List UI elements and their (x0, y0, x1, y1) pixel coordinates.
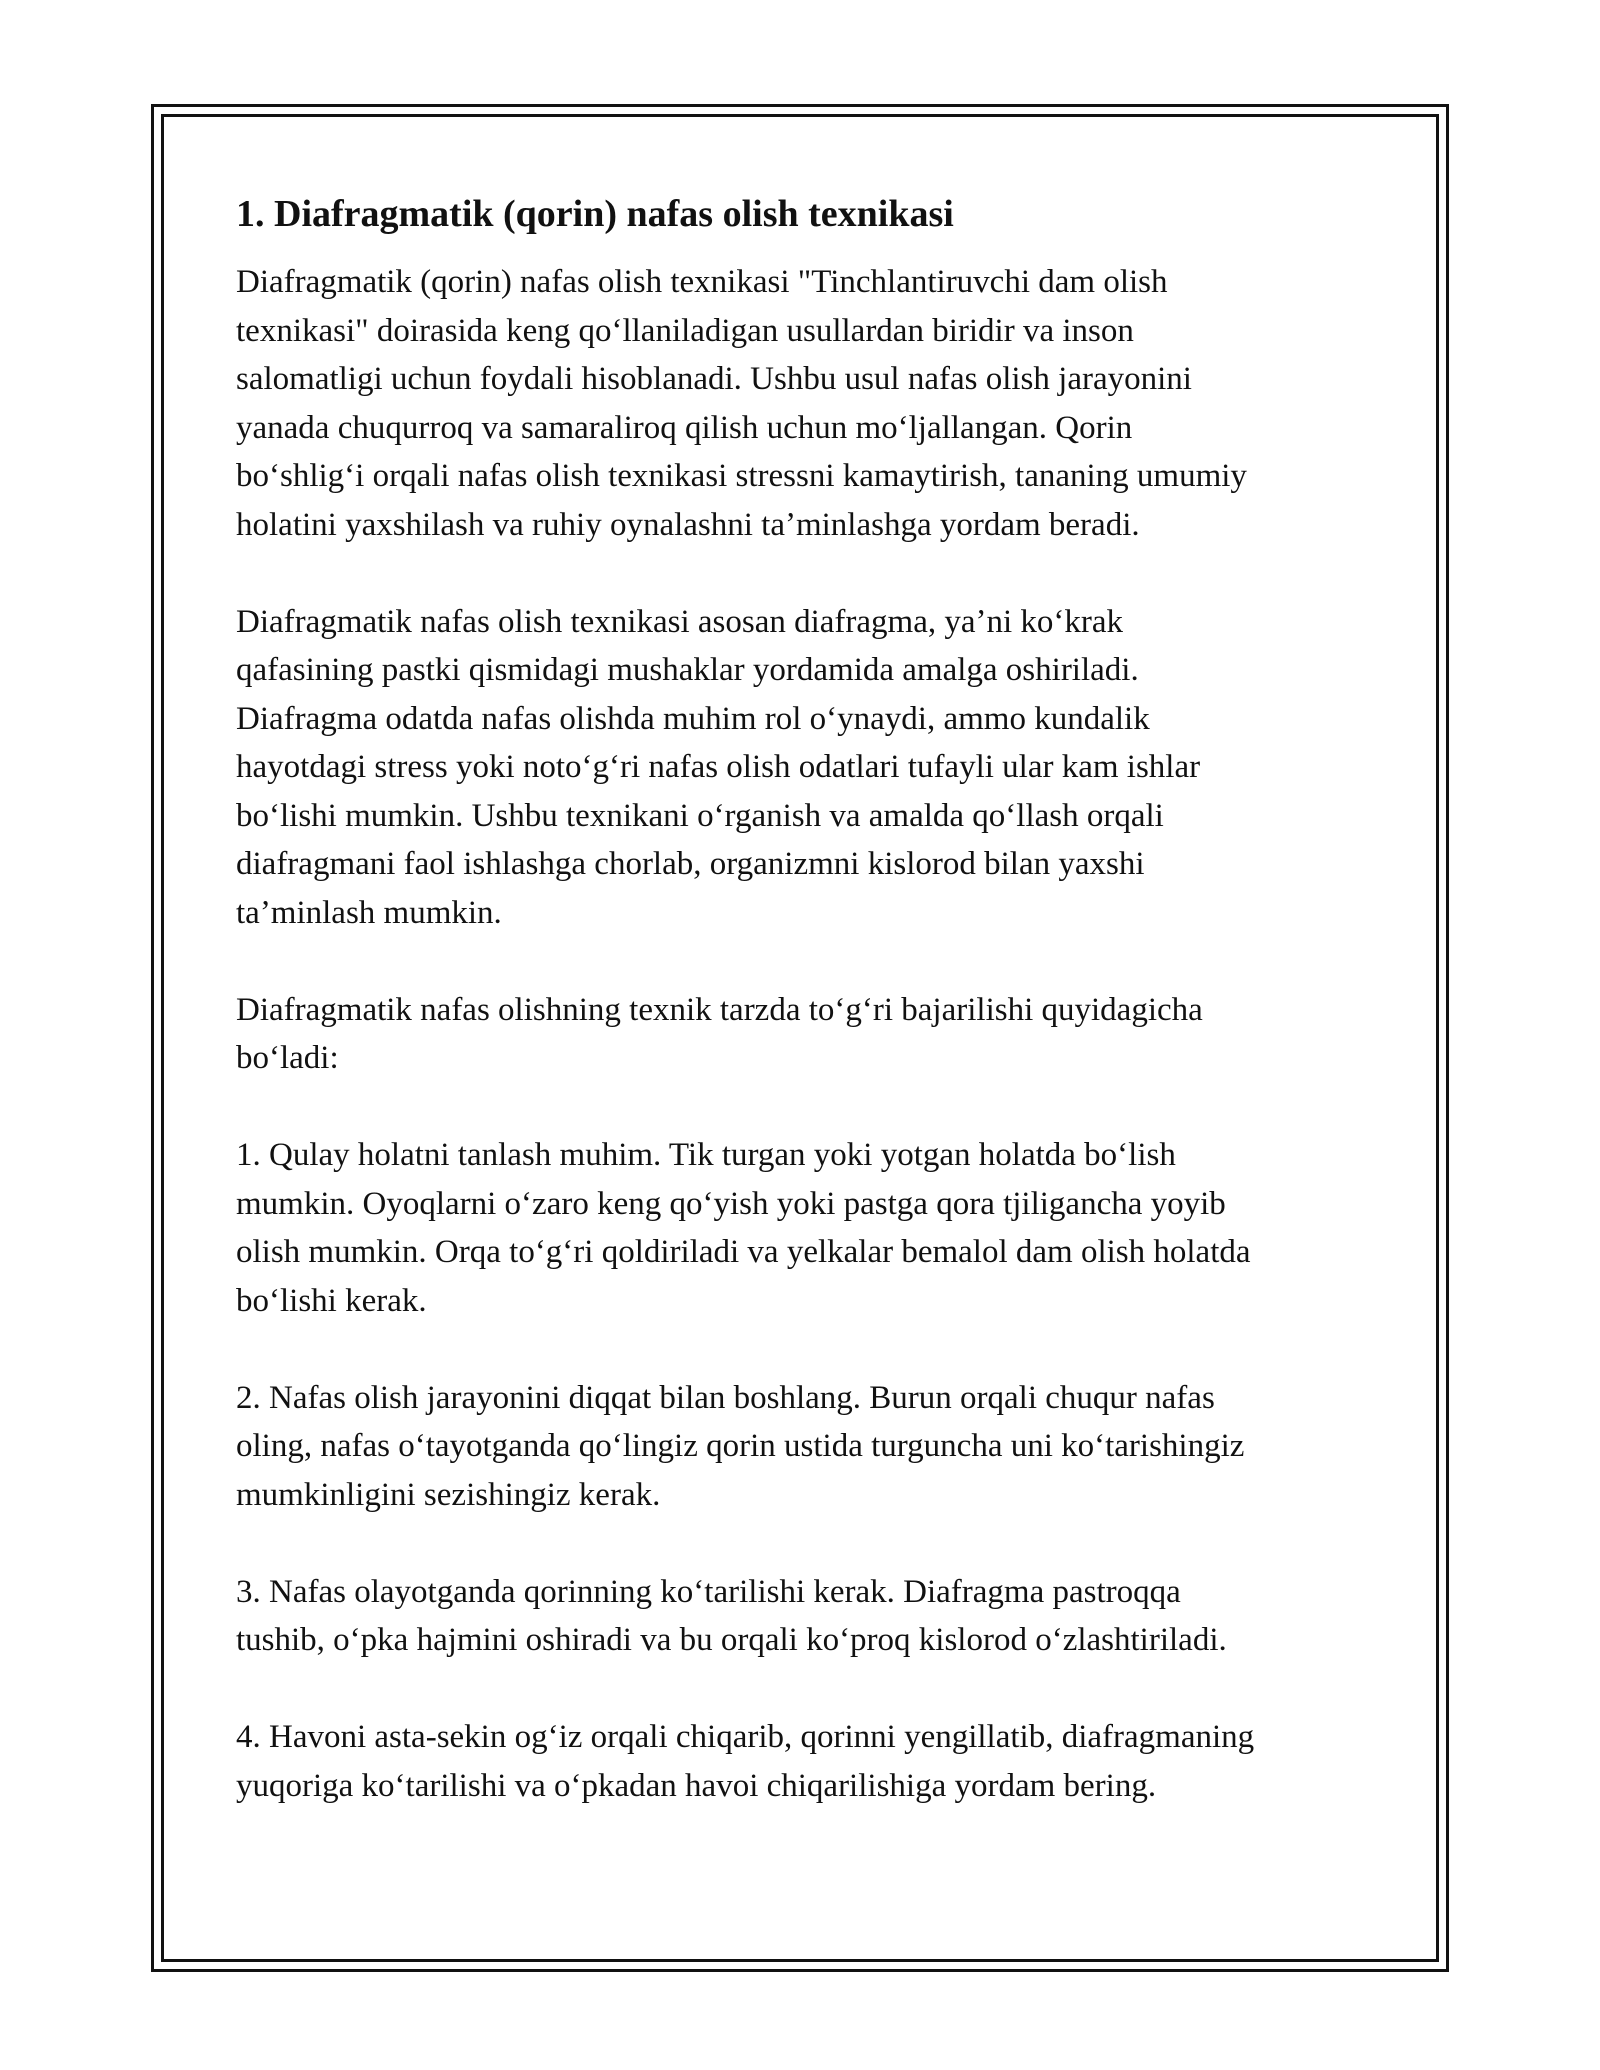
step-4: 4. Havoni asta-sekin ogʻiz orqali chiqarib, qorinni yengillatib, diafragmaning yuqoriga koʻtarilishi va oʻpkadan havoi chiqarilishiga yordam bering. (236, 1719, 1255, 1804)
paragraph-steps-intro: Diafragmatik nafas olishning texnik tarzda toʻgʻri bajarilishi quyidagicha boʻladi: (236, 991, 1203, 1076)
document-body (236, 188, 1376, 1810)
step-2: 2. Nafas olish jarayonini diqqat bilan boshlang. Burun orqali chuqur nafas oling, nafas oʻtayotganda qoʻlingiz qorin ustida turguncha uni koʻtarishingiz mumkinligini sezishingiz kerak. (236, 1379, 1245, 1513)
document-title: 1. Diafragmatik (qorin) nafas olish texnikasi (236, 193, 954, 235)
step-3: 3. Nafas olayotganda qorinning koʻtarilishi kerak. Diafragma pastroqqa tushib, oʻpka hajmini oshiradi va bu orqali koʻproq kislorod oʻzlashtiriladi. (236, 1573, 1227, 1658)
paragraph-diaphragm: Diafragmatik nafas olish texnikasi asosan diafragma, yaʼni koʻkrak qafasining pastki qismidagi mushaklar yordamida amalga oshiriladi. Diafragma odatda nafas olishda muhim rol oʻynaydi, ammo kundalik hayotdagi stress yoki notoʻgʻri nafas olish odatlari tufayli ular kam ishlar boʻlishi mumkin. Ushbu texnikani oʻrganish va amalda qoʻllash orqali diafragmani faol ishlashga chorlab, organizmni kislorod bilan yaxshi taʼminlash mumkin. (236, 603, 1201, 931)
paragraph-intro: Diafragmatik (qorin) nafas olish texnikasi "Tinchlantiruvchi dam olish texnikasi" doirasida keng qoʻllaniladigan usullardan biridir va inson salomatligi uchun foydali hisoblanadi. Ushbu usul nafas olish jarayonini yanada chuqurroq va samaraliroq qilish uchun moʻljallangan. Qorin boʻshligʻi orqali nafas olish texnikasi stressni kamaytirish, tananing umumiy holatini yaxshilash va ruhiy oynalashni taʼminlashga yordam beradi. (236, 264, 1247, 543)
step-1: 1. Qulay holatni tanlash muhim. Tik turgan yoki yotgan holatda boʻlish mumkin. Oyoqlarni oʻzaro keng qoʻyish yoki pastga qora tjiligancha yoyib olish mumkin. Orqa toʻgʻri qoldiriladi va yelkalar bemalol dam olish holatda boʻlishi kerak. (236, 1137, 1251, 1319)
